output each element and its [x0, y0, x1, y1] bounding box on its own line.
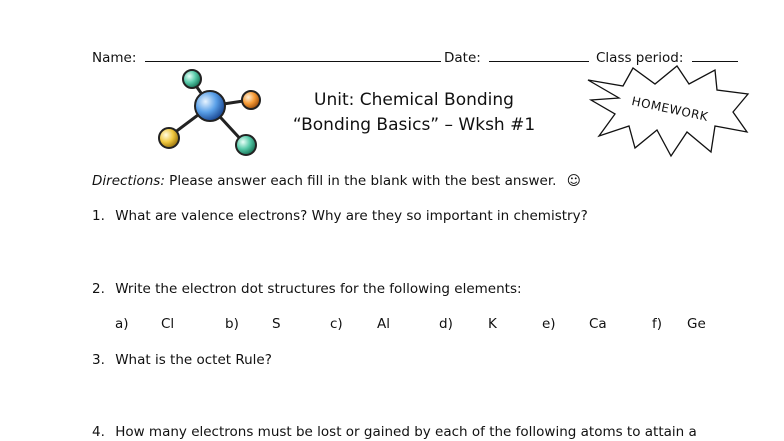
smiley-icon: ☺ — [566, 173, 581, 189]
question-text: What are valence electrons? Why are they so important in chemistry? — [115, 208, 588, 224]
period-label: Class period: — [596, 50, 684, 66]
question-text: Write the electron dot structures for the following elements: — [115, 281, 522, 297]
date-blank[interactable] — [489, 47, 589, 62]
directions-label: Directions: — [92, 173, 165, 189]
molecule-icon — [150, 66, 270, 162]
option-b-letter: b) — [225, 316, 239, 332]
option-c-letter: c) — [330, 316, 343, 332]
question-number: 4. — [92, 424, 105, 440]
directions — [92, 173, 581, 189]
option-a-symbol: Cl — [161, 316, 175, 332]
option-f-symbol: Ge — [687, 316, 706, 332]
question-1 — [92, 208, 588, 224]
worksheet-title: “Bonding Basics” – Wksh #1 — [292, 115, 536, 135]
name-blank[interactable] — [145, 47, 441, 62]
name-label: Name: — [92, 50, 137, 66]
question-4 — [92, 424, 697, 440]
option-f-letter: f) — [652, 316, 663, 332]
option-e-letter: e) — [542, 316, 556, 332]
homework-badge — [585, 64, 751, 160]
header-date — [444, 47, 589, 67]
question-text: How many electrons must be lost or gained by each of the following atoms to attain a — [115, 424, 697, 440]
period-blank[interactable] — [692, 47, 738, 62]
option-d-symbol: K — [488, 316, 497, 332]
option-a-letter: a) — [115, 316, 129, 332]
date-label: Date: — [444, 50, 481, 66]
option-e-symbol: Ca — [589, 316, 607, 332]
question-3 — [92, 352, 272, 368]
directions-text: Please answer each fill in the blank with the best answer. — [169, 173, 557, 189]
header-name — [92, 47, 441, 67]
homework-text: HOMEWORK — [630, 94, 710, 124]
question-number: 1. — [92, 208, 105, 224]
question-2 — [92, 281, 522, 297]
question-number: 3. — [92, 352, 105, 368]
question-text: What is the octet Rule? — [115, 352, 272, 368]
option-b-symbol: S — [272, 316, 281, 332]
question-number: 2. — [92, 281, 105, 297]
unit-title: Unit: Chemical Bonding — [314, 90, 514, 110]
option-d-letter: d) — [439, 316, 453, 332]
option-c-symbol: Al — [377, 316, 390, 332]
